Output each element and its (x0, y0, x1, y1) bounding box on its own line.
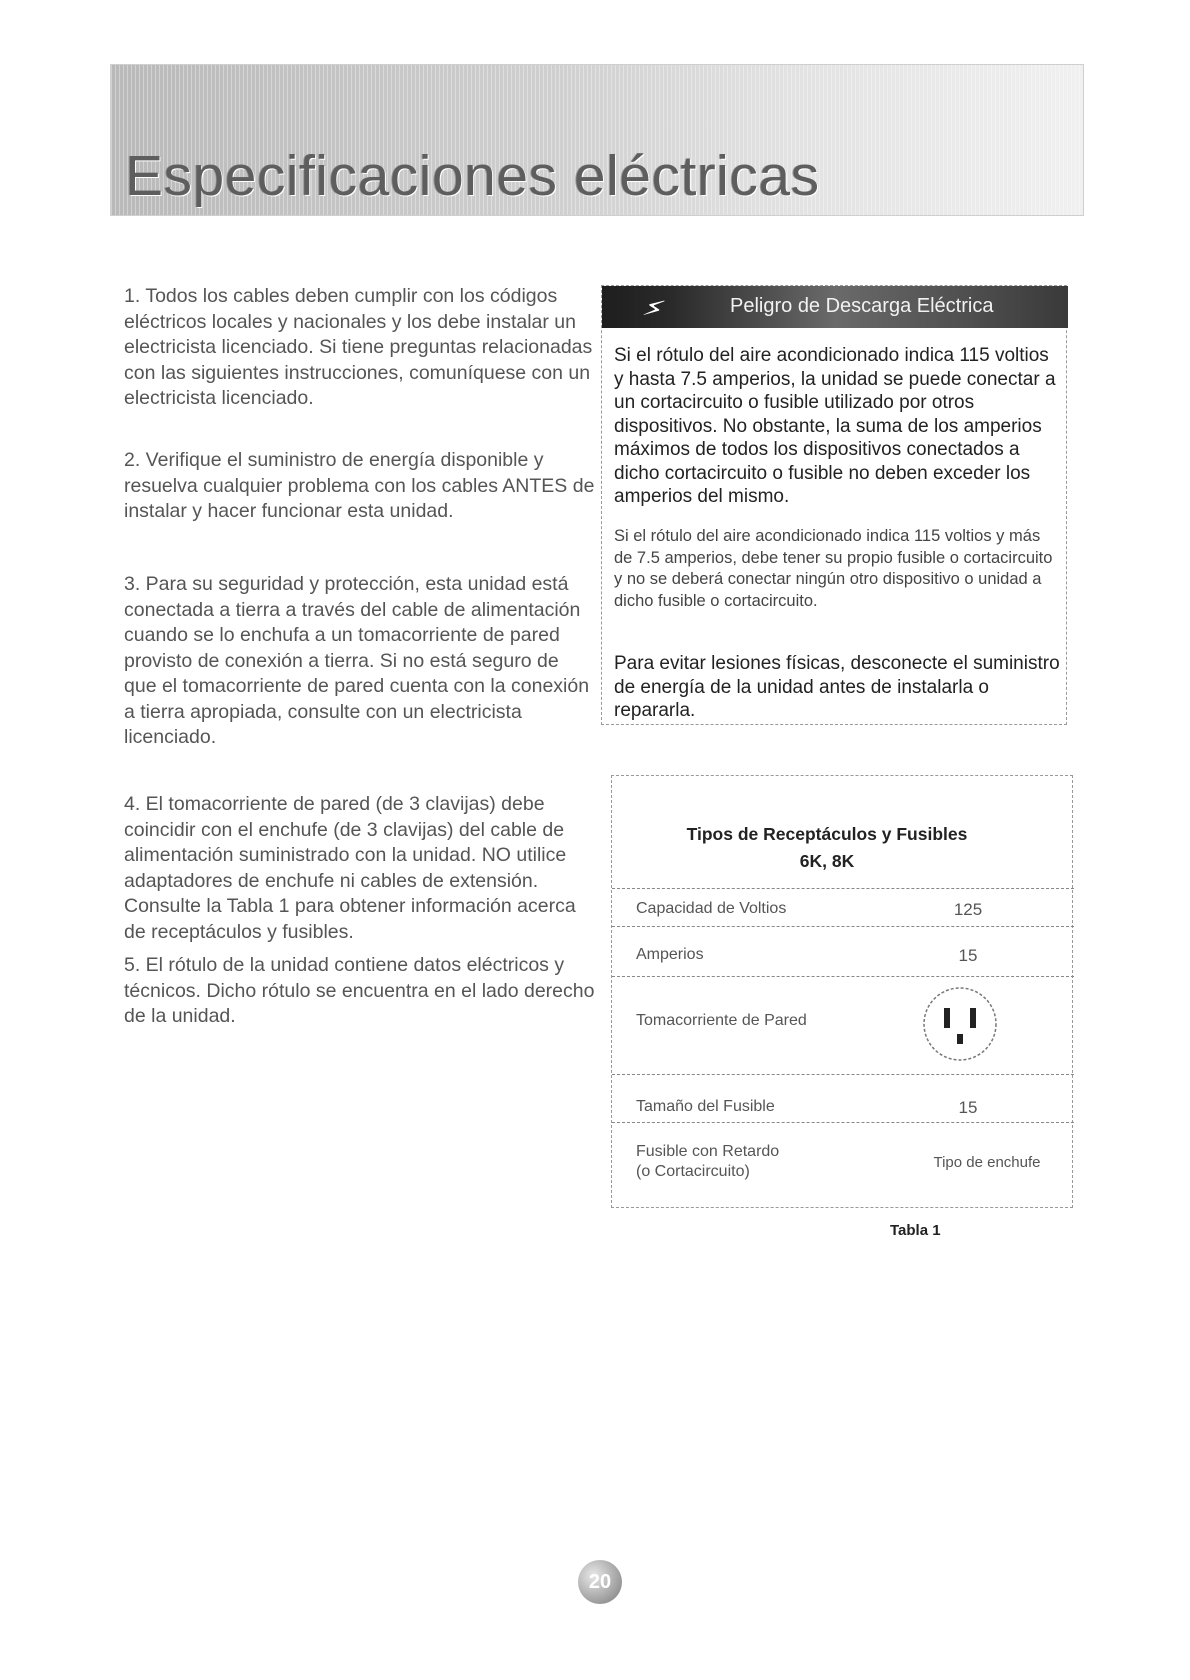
plug-type-label: Tipo de enchufe (933, 1154, 1041, 1171)
page-number: 20 (578, 1560, 622, 1604)
lightning-bolt-icon: ⚡ (638, 289, 669, 328)
row-divider (612, 888, 1074, 889)
fuse-size-label: Tamaño del Fusible (636, 1098, 775, 1115)
instruction-3: 3. Para su seguridad y protección, esta unidad está conectada a tierra a través del cable de alimentación cuando se lo enchufa a un tomacorriente de pared provisto de conexión a tierra. Si no está seguro de que el tomacorriente de pared cuenta con la conexión a tierra apropiada, consulte con un electricista licenciado. (124, 573, 590, 748)
row-divider (612, 1122, 1074, 1123)
volts-label: Capacidad de Voltios (636, 900, 787, 917)
table-subtitle: 6K, 8K (799, 851, 855, 871)
receptacle-fuse-table (611, 775, 1073, 1208)
electric-shock-warning (601, 285, 1067, 725)
warning-paragraph-1: Si el rótulo del aire acondicionado indica 115 voltios y hasta 7.5 amperios, la unidad se puede conectar a un cortacircuito o fusible utilizado por otros dispositivos. No obstante, la suma de los amperios máximos de todos los dispositivos conectados a dicho cortacircuito o fusible no deben exceder los amperios del mismo. (614, 345, 1056, 507)
time-delay-fuse-label: Fusible con Retardo (o Cortacircuito) (636, 1143, 780, 1180)
instruction-4: 4. El tomacorriente de pared (de 3 clavijas) debe coincidir con el enchufe (de 3 clavijas) del cable de alimentación suministrado con la unidad. NO utilice adaptadores de enchufe ni cables de extensión. Consulte la Tabla 1 para obtener información acerca de receptáculos y fusibles. (124, 793, 576, 943)
amps-value: 15 (958, 946, 978, 965)
instruction-1: 1. Todos los cables deben cumplir con los códigos eléctricos locales y nacionales y los debe instalar un electricista licenciado. Si tiene preguntas relacionadas con las siguientes instrucciones, comuníquese con un electricista licenciado. (124, 285, 593, 409)
wall-outlet-label: Tomacorriente de Pared (636, 1012, 807, 1029)
row-divider (612, 976, 1074, 977)
table-title: Tipos de Receptáculos y Fusibles (686, 824, 968, 844)
fuse-size-value: 15 (958, 1098, 978, 1117)
volts-value: 125 (953, 900, 983, 919)
instruction-2: 2. Verifique el suministro de energía disponible y resuelva cualquier problema con los cables ANTES de instalar y hacer funcionar esta unidad. (124, 449, 595, 522)
row-divider (612, 1074, 1074, 1075)
page-title: Especificaciones eléctricas (125, 144, 820, 208)
header-banner (110, 64, 1084, 216)
warning-title: Peligro de Descarga Eléctrica (730, 295, 994, 317)
instruction-5: 5. El rótulo de la unidad contiene datos eléctricos y técnicos. Dicho rótulo se encuentra en el lado derecho de la unidad. (124, 954, 595, 1027)
warning-header (602, 286, 1068, 328)
warning-paragraph-2: Si el rótulo del aire acondicionado indica 115 voltios y más de 7.5 amperios, debe tener su propio fusible o cortacircuito y no se deberá conectar ningún otro dispositivo o unidad a dicho fusible o cortacircuito. (614, 527, 1053, 610)
amps-label: Amperios (636, 946, 704, 963)
warning-paragraph-3: Para evitar lesiones físicas, desconecte el suministro de energía de la unidad antes de instalarla o repararla. (614, 653, 1060, 721)
three-prong-outlet-icon (920, 984, 1000, 1064)
row-divider (612, 926, 1074, 927)
table-caption: Tabla 1 (890, 1222, 941, 1239)
